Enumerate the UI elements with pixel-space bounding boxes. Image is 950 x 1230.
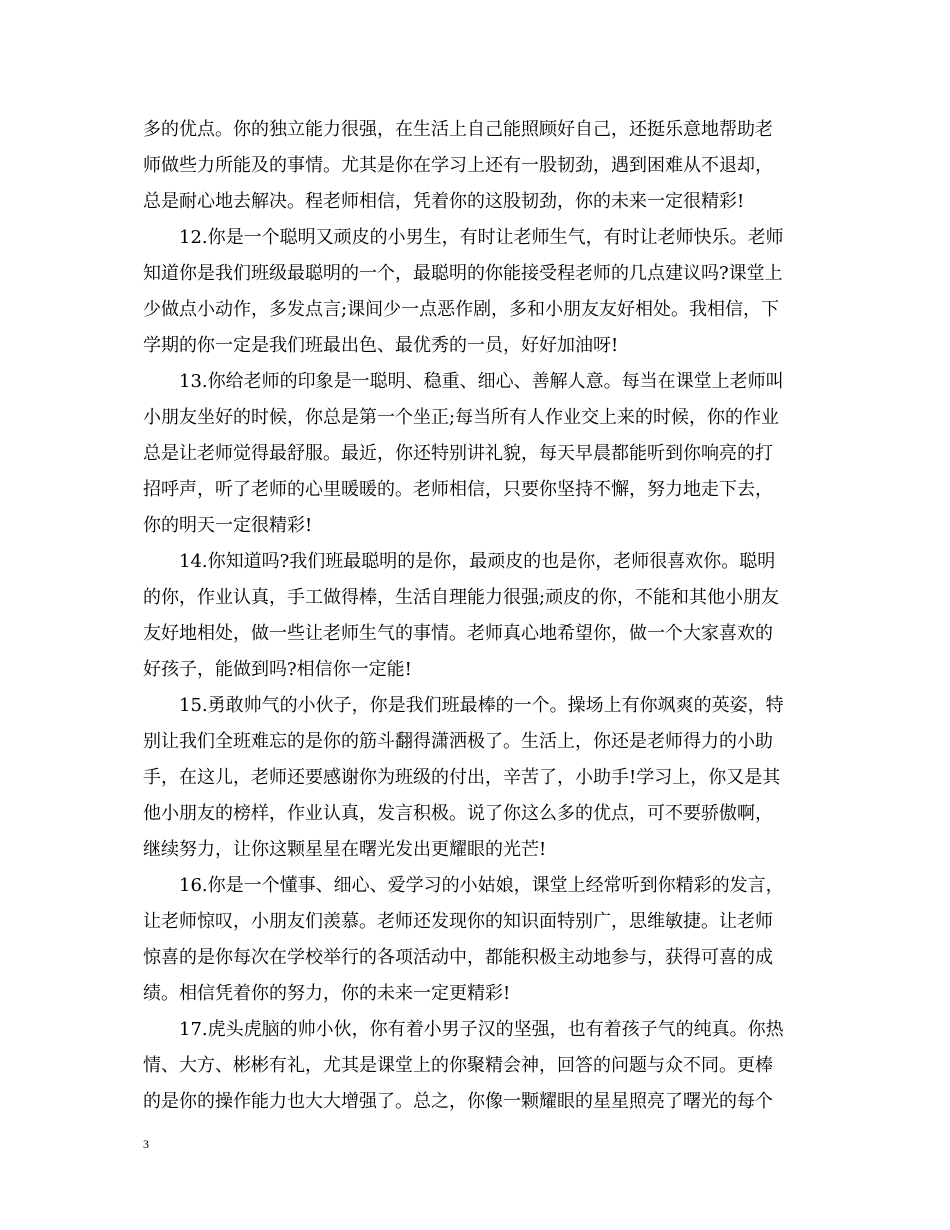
text-line: 学期的你一定是我们班最出色、最优秀的一员，好好加油呀! [143,335,619,356]
text-line: 你的明天一定很精彩! [143,515,313,536]
text-line: 知道你是我们班级最聪明的一个，最聪明的你能接受程老师的几点建议吗?课堂上 [143,263,783,284]
text-line: 的你，作业认真，手工做得棒，生活自理能力很强;顽皮的你，不能和其他小朋友 [143,587,780,608]
text-line: 总是耐心地去解决。程老师相信，凭着你的这股韧劲，你的未来一定很精彩! [143,191,745,212]
text-line: 13.你给老师的印象是一聪明、稳重、细心、善解人意。每当在课堂上老师叫 [179,371,784,392]
text-line: 小朋友坐好的时候，你总是第一个坐正;每当所有人作业交上来的时候，你的作业 [143,407,780,428]
text-line: 继续努力，让你这颗星星在曙光发出更耀眼的光芒! [143,839,547,860]
text-line: 少做点小动作，多发点言;课间少一点恶作剧，多和小朋友友好相处。我相信，下 [143,299,780,320]
text-line: 别让我们全班难忘的是你的筋斗翻得潇洒极了。生活上，你还是老师得力的小助 [143,731,773,752]
text-line: 总是让老师觉得最舒服。最近，你还特别讲礼貌，每天早晨都能听到你响亮的打 [143,443,773,464]
text-line: 手，在这儿，老师还要感谢你为班级的付出，辛苦了，小助手!学习上，你又是其 [143,767,781,788]
text-line: 17.虎头虎脑的帅小伙，你有着小男子汉的坚强，也有着孩子气的纯真。你热 [179,1019,784,1040]
text-line: 15.勇敢帅气的小伙子，你是我们班最棒的一个。操场上有你飒爽的英姿，特 [179,695,784,716]
page-number: 3 [143,1137,149,1151]
text-line: 16.你是一个懂事、细心、爱学习的小姑娘，课堂上经常听到你精彩的发言， [179,875,784,896]
text-line: 惊喜的是你每次在学校举行的各项活动中，都能积极主动地参与，获得可喜的成 [143,947,773,968]
text-line: 让老师惊叹，小朋友们羡慕。老师还发现你的知识面特别广，思维敏捷。让老师 [143,911,773,932]
text-line: 情、大方、彬彬有礼，尤其是课堂上的你聚精会神，回答的问题与众不同。更棒 [143,1055,773,1076]
text-line: 12.你是一个聪明又顽皮的小男生，有时让老师生气，有时让老师快乐。老师 [179,227,784,248]
text-line: 他小朋友的榜样，作业认真，发言积极。说了你这么多的优点，可不要骄傲啊， [143,803,773,824]
text-line: 14.你知道吗?我们班最聪明的是你，最顽皮的也是你，老师很喜欢你。聪明 [179,551,776,572]
text-line: 绩。相信凭着你的努力，你的未来一定更精彩! [143,983,511,1004]
text-line: 好孩子，能做到吗?相信你一定能! [143,659,412,680]
text-line: 师做些力所能及的事情。尤其是你在学习上还有一股韧劲，遇到困难从不退却， [143,155,773,176]
text-line: 多的优点。你的独立能力很强，在生活上自己能照顾好自己，还挺乐意地帮助老 [143,119,773,140]
text-line: 的是你的操作能力也大大增强了。总之，你像一颗耀眼的星星照亮了曙光的每个 [143,1091,773,1112]
text-line: 友好地相处，做一些让老师生气的事情。老师真心地希望你，做一个大家喜欢的 [143,623,773,644]
text-line: 招呼声，听了老师的心里暖暖的。老师相信，只要你坚持不懈，努力地走下去， [143,479,773,500]
